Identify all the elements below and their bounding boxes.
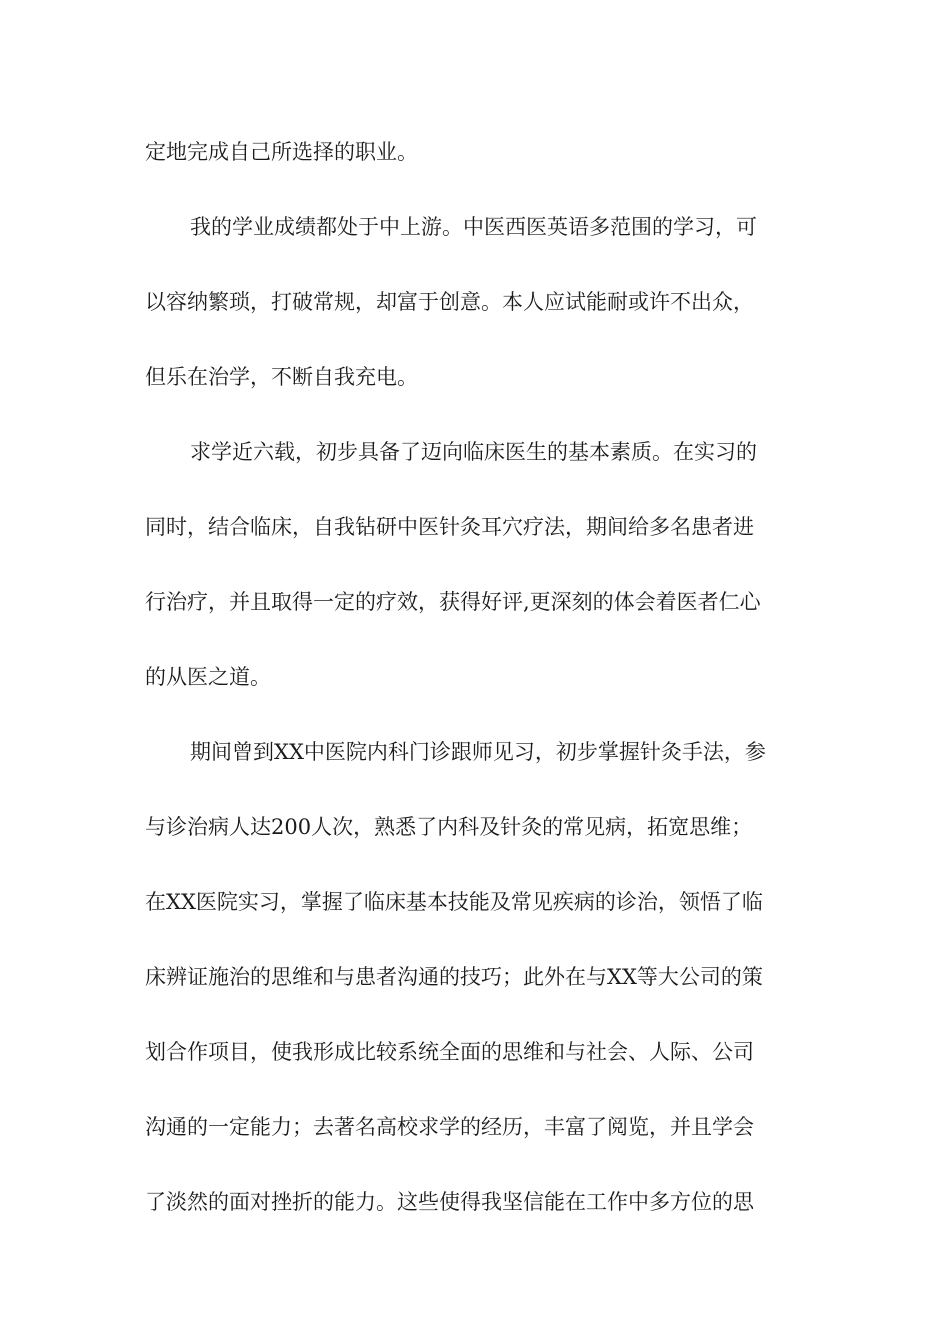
- paragraph-1-line-1: 定地完成自己所选择的职业。: [145, 140, 418, 164]
- paragraph-3-line-3: 行治疗，并且取得一定的疗效，获得好评,更深刻的体会着医者仁心: [145, 590, 761, 614]
- paragraph-3-line-1: 求学近六载，初步具备了迈向临床医生的基本素质。在实习的: [190, 440, 757, 464]
- paragraph-4-line-3: 在XX医院实习，掌握了临床基本技能及常见疾病的诊治，领悟了临: [145, 890, 763, 914]
- paragraph-3-line-4: 的从医之道。: [145, 665, 271, 689]
- paragraph-2-line-1: 我的学业成绩都处于中上游。中医西医英语多范围的学习，可: [190, 215, 757, 239]
- paragraph-3-line-2: 同时，结合临床，自我钻研中医针灸耳穴疗法，期间给多名患者进: [145, 515, 754, 539]
- paragraph-4-line-2: 与诊治病人达200人次，熟悉了内科及针灸的常见病，拓宽思维；: [145, 815, 753, 839]
- paragraph-4-line-4: 床辨证施治的思维和与患者沟通的技巧；此外在与XX等大公司的策: [145, 965, 763, 989]
- paragraph-2-line-2: 以容纳繁琐，打破常规，却富于创意。本人应试能耐或许不出众，: [145, 290, 754, 314]
- paragraph-2-line-3: 但乐在治学，不断自我充电。: [145, 365, 418, 389]
- paragraph-4-line-1: 期间曾到XX中医院内科门诊跟师见习，初步掌握针灸手法，参: [190, 740, 766, 764]
- paragraph-4-line-7: 了淡然的面对挫折的能力。这些使得我坚信能在工作中多方位的思: [145, 1190, 754, 1214]
- paragraph-4-line-6: 沟通的一定能力；去著名高校求学的经历，丰富了阅览，并且学会: [145, 1115, 754, 1139]
- paragraph-4-line-5: 划合作项目，使我形成比较系统全面的思维和与社会、人际、公司: [145, 1040, 754, 1064]
